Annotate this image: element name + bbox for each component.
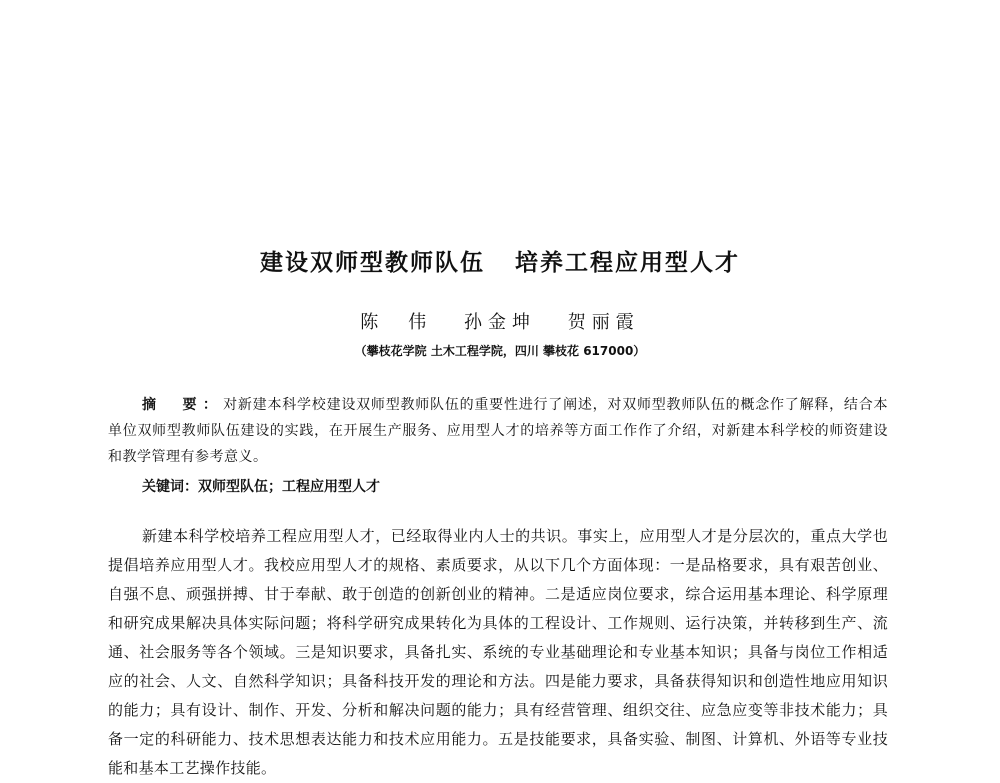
abstract bbox=[108, 392, 888, 470]
title-main: 建设双师型教师队伍 bbox=[260, 250, 485, 276]
author-name: 贺丽霞 bbox=[567, 312, 640, 333]
abstract-text: 对新建本科学校建设双师型教师队伍的重要性进行了阐述，对双师型教师队伍的概念作了解释，结合本单位双师型教师队伍建设的实践，在开展生产服务、应用型人才的培养等方面工作作了介绍，对新建本科学校的师资建设和教学管理有参考意义。 bbox=[108, 397, 888, 465]
author-name: 陈 伟 bbox=[360, 312, 433, 333]
author-list bbox=[0, 308, 1000, 334]
keywords-label: 关键词： bbox=[142, 479, 198, 495]
title-sub: 培养工程应用型人才 bbox=[515, 250, 740, 276]
paper-title bbox=[0, 244, 1000, 277]
abstract-label: 摘 要： bbox=[142, 397, 224, 413]
keywords-text: 双师型队伍；工程应用型人才 bbox=[198, 479, 380, 495]
body-paragraph: 新建本科学校培养工程应用型人才，已经取得业内人士的共识。事实上，应用型人才是分层次的，重点大学也提倡培养应用型人才。我校应用型人才的规格、素质要求，从以下几个方面体现：一是品格要求，具有艰苦创业、自强不息、顽强拼搏、甘于奉献、敢于创造的创新创业的精神。二是适应岗位要求，综合运用基本理论、科学原理和研究成果解决具体实际问题；将科学研究成果转化为具体的工程设计、工作规则、运行决策，并转移到生产、流通、社会服务等各个领域。三是知识要求，具备扎实、系统的专业基础理论和专业基本知识；具备与岗位工作相适应的社会、人文、自然科学知识；具备科技开发的理论和方法。四是能力要求，具备获得知识和创造性地应用知识的能力；具有设计、制作、开发、分析和解决问题的能力；具有经营管理、组织交往、应急应变等非技术能力；具备一定的科研能力、技术思想表达能力和技术应用能力。五是技能要求，具备实验、制图、计算机、外语等专业技能和基本工艺操作技能。 bbox=[108, 527, 888, 777]
keywords bbox=[142, 474, 882, 500]
author-name: 孙金坤 bbox=[464, 312, 536, 333]
author-affiliation: （攀枝花学院 土木工程学院，四川 攀枝花 617000） bbox=[354, 344, 646, 358]
